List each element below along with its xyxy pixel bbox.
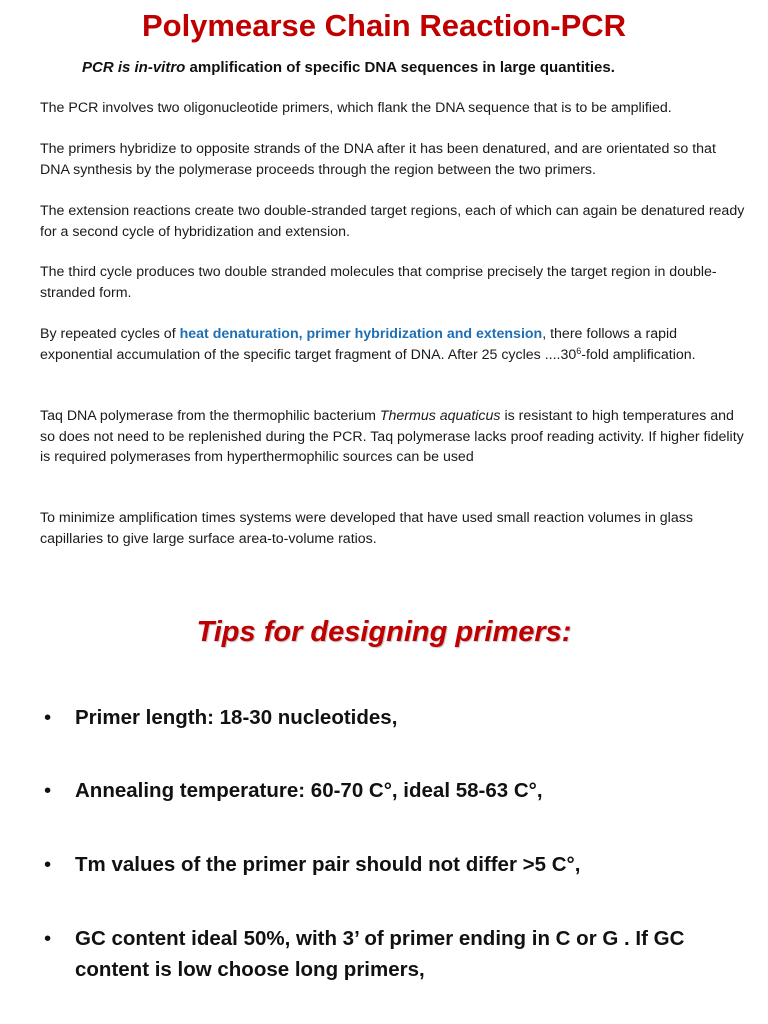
species-name: Thermus aquaticus xyxy=(379,408,501,424)
tip-text: GC content ideal 50%, with 3’ of primer ending in C or G . If GC content is low choose long primers, xyxy=(75,927,685,981)
tip-item xyxy=(44,923,724,985)
paragraph-hybridize: The primers hybridize to opposite strands of the DNA after it has been denatured, and are orientated so that DNA synthesis by the polymerase proceeds through the region between the two primers. xyxy=(40,141,716,178)
text-fragment: By repeated cycles of xyxy=(40,326,180,342)
subtitle-rest: amplification of specific DNA sequences in large quantities. xyxy=(185,59,615,76)
highlighted-steps: heat denaturation, primer hybridization and extension xyxy=(179,326,543,342)
bullet-icon: • xyxy=(44,853,52,876)
tip-item xyxy=(44,775,724,806)
tip-text: Primer length: 18-30 nucleotides, xyxy=(75,706,398,729)
text-fragment: Taq DNA polymerase from the thermophilic bacterium xyxy=(40,408,380,424)
paragraph-capillaries: To minimize amplification times systems were developed that have used small reaction volumes in glass capillaries to give large surface area-to-volume ratios. xyxy=(40,510,693,547)
tips-heading: Tips for designing primers: xyxy=(196,616,572,648)
text-fragment: is resistant to high temperatures and so does not need to be replenished during the PCR. Taq polymerase lacks proof reading activity. If higher fidelity is required polymerases from hyperthermophilic sources can be used xyxy=(40,408,744,465)
page-title: Polymearse Chain Reaction-PCR xyxy=(141,8,627,43)
paragraph-repeated-cycles xyxy=(40,324,745,365)
tip-text: Tm values of the primer pair should not differ >5 C°, xyxy=(75,853,581,876)
paragraph-primers-intro: The PCR involves two oligonucleotide primers, which flank the DNA sequence that is to be amplified. xyxy=(40,100,672,116)
text-fragment: -fold amplification. xyxy=(581,346,696,363)
tip-text: Annealing temperature: 60-70 C°, ideal 58-63 C°, xyxy=(75,779,543,802)
superscript: 6 xyxy=(576,345,582,356)
paragraph-extension: The extension reactions create two double-stranded target regions, each of which can again be denatured ready for a second cycle of hybridization and extension. xyxy=(40,203,745,240)
bullet-icon: • xyxy=(44,779,52,802)
tip-item xyxy=(44,702,724,733)
paragraph-third-cycle: The third cycle produces two double stranded molecules that comprise precisely the target region in double-stranded form. xyxy=(40,264,717,301)
subtitle-italic: PCR is in-vitro xyxy=(82,59,186,76)
subtitle xyxy=(82,58,758,78)
paragraph-taq-polymerase xyxy=(40,406,745,468)
bullet-icon: • xyxy=(44,927,52,950)
text-fragment: , there follows a rapid exponential accumulation of the specific target fragment of DNA. After 25 cycles ....30 xyxy=(40,326,678,363)
bullet-icon: • xyxy=(44,706,52,729)
tip-item xyxy=(44,849,724,880)
